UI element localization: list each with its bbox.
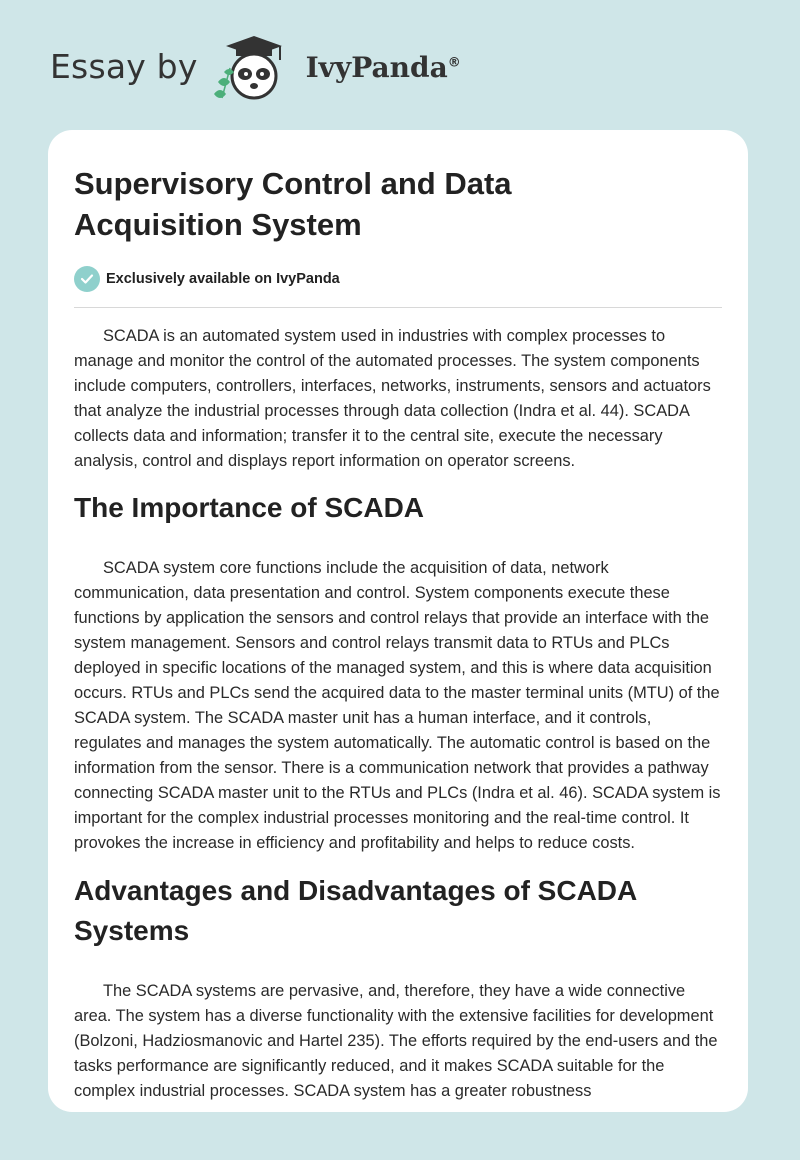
site-header xyxy=(50,34,461,104)
ivypanda-logo-icon[interactable] xyxy=(210,34,298,104)
section-heading-importance: The Importance of SCADA xyxy=(74,492,425,523)
badge-text: Exclusively available on IvyPanda xyxy=(106,271,340,287)
check-icon xyxy=(74,266,100,292)
intro-paragraph: SCADA is an automated system used in industries with complex processes to manage and monitor the control of the automated processes. The system components include computers, controllers, interfaces, networks, instruments, sensors and actuators that analyze the industrial processes through data collection (Indra et al. 44). SCADA collects data and information; transfer it to the central site, execute the necessary analysis, control and displays report information on operator screens. xyxy=(74,327,711,470)
page-title: Supervisory Control and Data Acquisition System xyxy=(74,166,512,242)
brand-prefix: Essay by xyxy=(50,46,198,86)
divider xyxy=(74,307,722,308)
essay-card xyxy=(48,130,748,1112)
brand-name[interactable]: IvyPanda® xyxy=(305,50,461,84)
section-paragraph-importance: SCADA system core functions include the acquisition of data, network communication, data presentation and control. System components execute these functions by application the sensors and control relays that provide an interface with the system management. Sensors and control relays transmit data to RTUs and PLCs deployed in specific locations of the managed system, and this is where data acquisition occurs. RTUs and PLCs send the acquired data to the master terminal units (MTU) of the SCADA system. The SCADA master unit has a human interface, and it controls, regulates and manages the system automatically. The automatic control is based on the information from the sensor. There is a communication network that provides a pathway connecting SCADA master unit to the RTUs and PLCs (Indra et al. 46). SCADA system is important for the complex industrial processes monitoring and the real-time control. It provokes the increase in efficiency and profitability and helps to reduce costs. xyxy=(74,559,721,852)
section-paragraph-advantages: The SCADA systems are pervasive, and, therefore, they have a wide connective area. The system has a diverse functionality with the extensive facilities for development (Bolzoni, Hadziosmanovic and Hartel 235). The efforts required by the end-users and the tasks performance are significantly reduced, and it makes SCADA suitable for the complex industrial processes. SCADA system has a greater robustness xyxy=(74,982,718,1100)
exclusive-badge xyxy=(74,265,722,293)
section-heading-advantages: Advantages and Disadvantages of SCADA Systems xyxy=(74,875,637,946)
